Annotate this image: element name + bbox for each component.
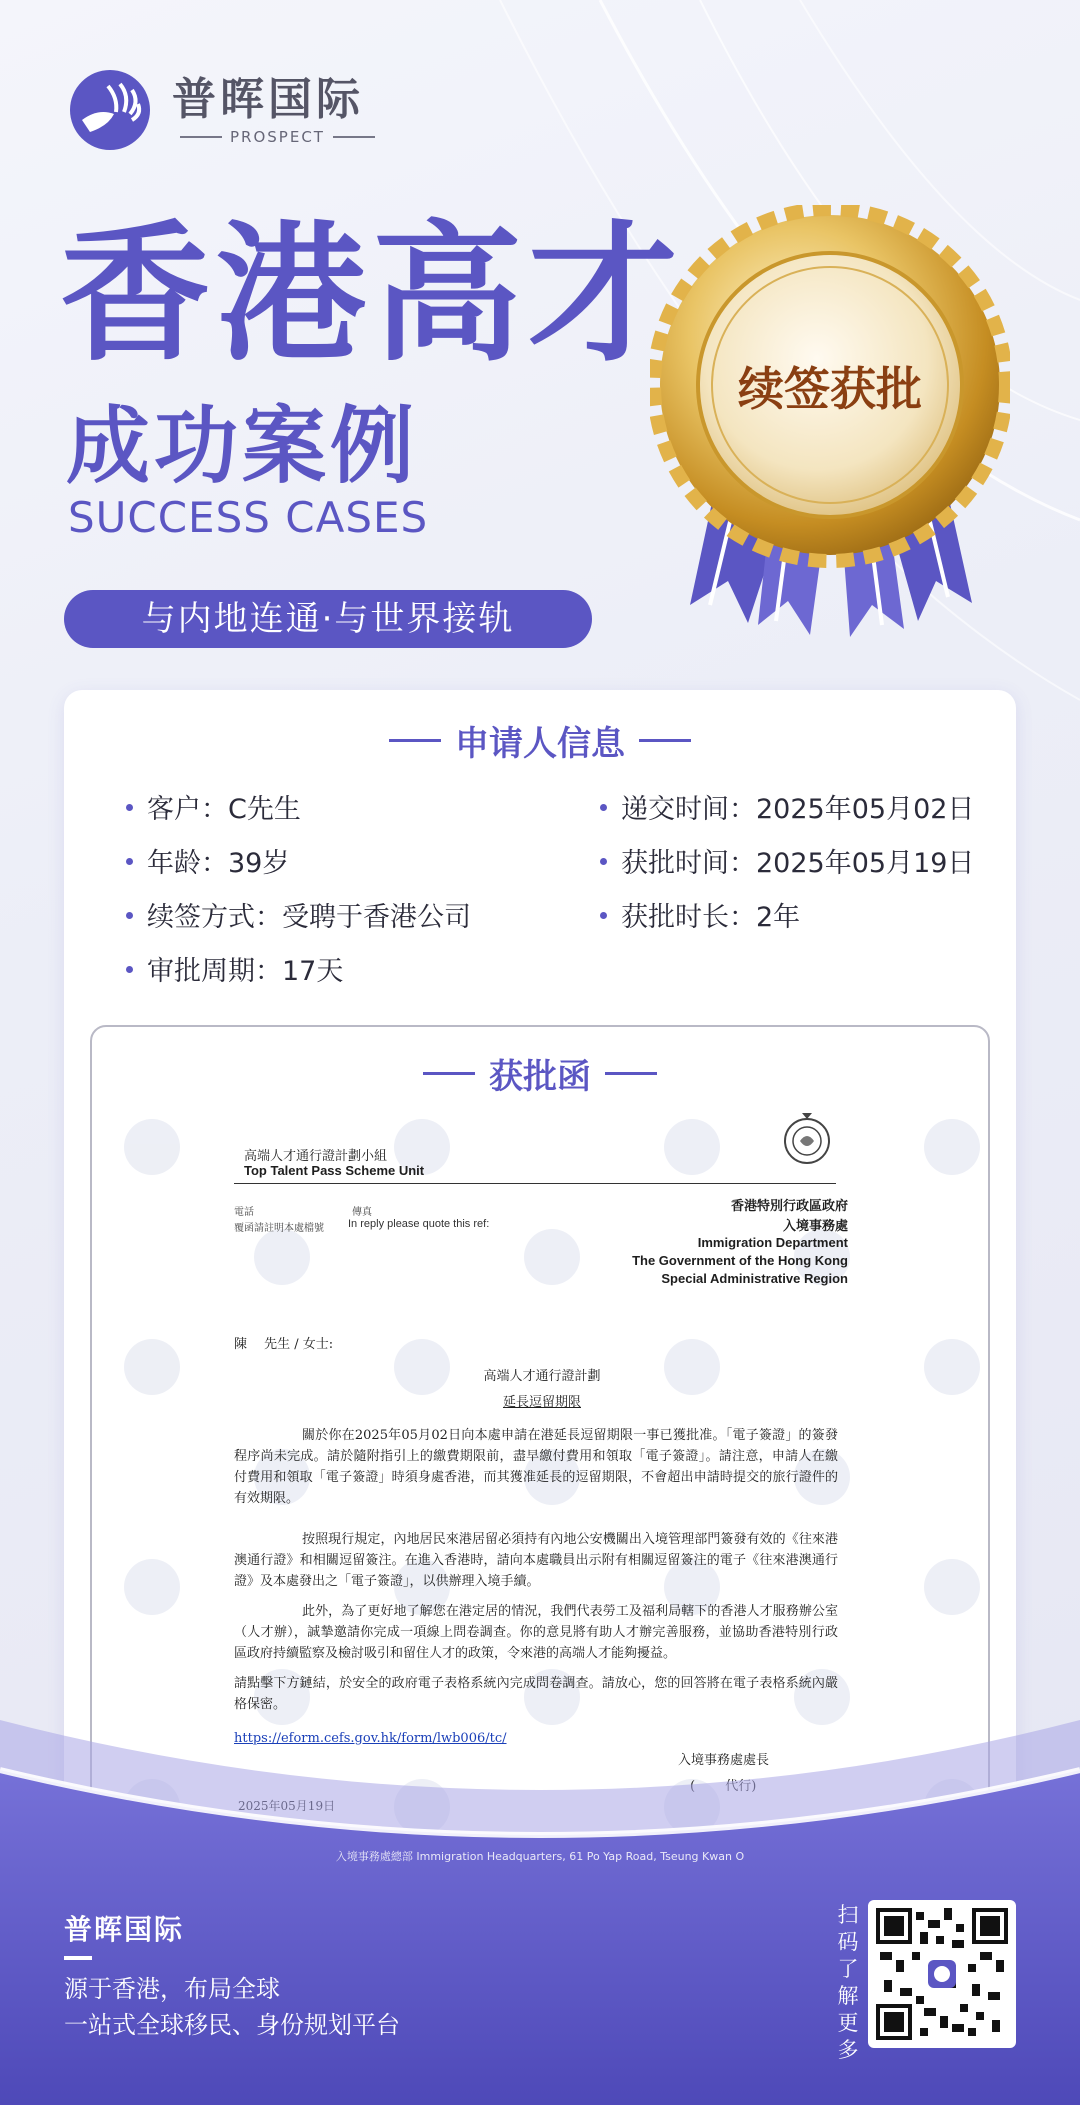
footer-divider xyxy=(64,1956,92,1960)
medal-text: 续签获批 xyxy=(738,362,922,416)
hero-subtitle: 成功案例 xyxy=(66,397,419,495)
letter-paragraph-3: 此外，為了更好地了解您在港定居的情況，我們代表勞工及福利局轄下的香港人才服務辦公室（人才辦），誠摯邀請你完成一項線上問卷調查。你的意見將有助人才辦完善服務，並協助香港特別行政區政府持續監察及檢討吸引和留住人才的政策，令來港的高端人才能夠擾益。 xyxy=(234,1604,838,1661)
info-renewal-method: 续签方式：受聘于香港公司 xyxy=(126,898,471,938)
qr-code-icon xyxy=(876,1908,1008,2040)
info-approve-date: 获批时间：2025年05月19日 xyxy=(600,844,974,884)
salutation: 陳 先生 / 女士: xyxy=(234,1337,334,1352)
scan-prompt: 扫 码 了 解 更 多 xyxy=(837,1903,859,2062)
ref-cn: 覆函請註明本處檔號 xyxy=(234,1223,324,1234)
footer-brand-name: 普晖国际 xyxy=(64,1913,185,1946)
info-approve-duration: 获批时长：2年 xyxy=(600,898,800,938)
brand-logo-icon xyxy=(68,68,152,152)
qr-code[interactable] xyxy=(868,1900,1016,2048)
scheme-title: 高端人才通行證計劃 xyxy=(483,1369,601,1384)
unit-en: Top Talent Pass Scheme Unit xyxy=(244,1163,425,1178)
unit-cn: 高端人才通行證計劃小組 xyxy=(244,1149,388,1164)
letter-subject: 延長逗留期限 xyxy=(502,1395,581,1410)
brand-name-cn: 普晖国际 xyxy=(172,74,364,125)
tel-label: 電話 xyxy=(234,1207,254,1218)
letter-paragraph-2: 按照現行規定，內地居民來港居留必須持有內地公安機關出入境管理部門簽發有效的《往來港澳通行證》和相關逗留簽注。在進入香港時，請向本處職員出示附有相關逗留簽注的電子《往來港澳通行證》及本處發出之「電子簽證」，以供辦理入境手續。 xyxy=(234,1532,838,1589)
slogan-badge: 与内地连通·与世界接轨 xyxy=(64,590,592,648)
medal-badge xyxy=(650,205,1010,645)
hero-subtitle-en: SUCCESS CASES xyxy=(68,493,429,542)
fax-label: 傳真 xyxy=(352,1207,372,1218)
ref-en: In reply please quote this ref: xyxy=(348,1218,490,1230)
info-submit-date: 递交时间：2025年05月02日 xyxy=(600,790,974,830)
info-customer: 客户：C先生 xyxy=(126,790,301,830)
survey-link[interactable]: https://eform.cefs.gov.hk/form/lwb006/tc/ xyxy=(234,1731,507,1746)
info-review-period: 审批周期：17天 xyxy=(126,952,343,992)
footer-line-1: 源于香港，布局全球 xyxy=(64,1975,280,2003)
dept-cn-1: 香港特別行政區政府 xyxy=(730,1199,848,1214)
approval-heading: 获批函 xyxy=(92,1049,988,1098)
dept-en-3: Special Administrative Region xyxy=(661,1271,848,1286)
dept-en-2: The Government of the Hong Kong xyxy=(632,1253,848,1268)
letter-paragraph-1: 關於你在2025年05月02日向本處申請在港延長逗留期限一事已獲批准。「電子簽證」的簽發程序尚未完成。請於隨附指引上的繳費期限前，盡早繳付費用和領取「電子簽證」。請注意，申請人在繳付費用和領取「電子簽證」時須身處香港，而其獲准延長的逗留期限，不會超出申請時提交的旅行證件的有效期限。 xyxy=(234,1428,838,1506)
brand-logo xyxy=(68,68,383,152)
footer-line-2: 一站式全球移民、身份规划平台 xyxy=(64,2011,400,2039)
signer-title: 入境事務處處長 xyxy=(678,1753,770,1768)
brand-name-en: PROSPECT xyxy=(230,128,325,146)
dept-en-1: Immigration Department xyxy=(697,1235,848,1250)
applicant-heading: 申请人信息 xyxy=(64,716,1016,765)
letter-address: 入境事務處總部 Immigration Headquarters, 61 Po Yap Road, Tseung Kwan O xyxy=(335,1850,745,1863)
info-age: 年龄：39岁 xyxy=(126,844,289,884)
dept-cn-2: 入境事務處 xyxy=(782,1219,848,1234)
hero-title: 香港高才 xyxy=(60,208,685,382)
hkg-emblem-icon xyxy=(782,1111,832,1171)
letter-paragraph-4: 請點擊下方鏈結，於安全的政府電子表格系統內完成問卷調查。請放心，您的回答將在電子表格系統內嚴格保密。 xyxy=(234,1676,838,1712)
